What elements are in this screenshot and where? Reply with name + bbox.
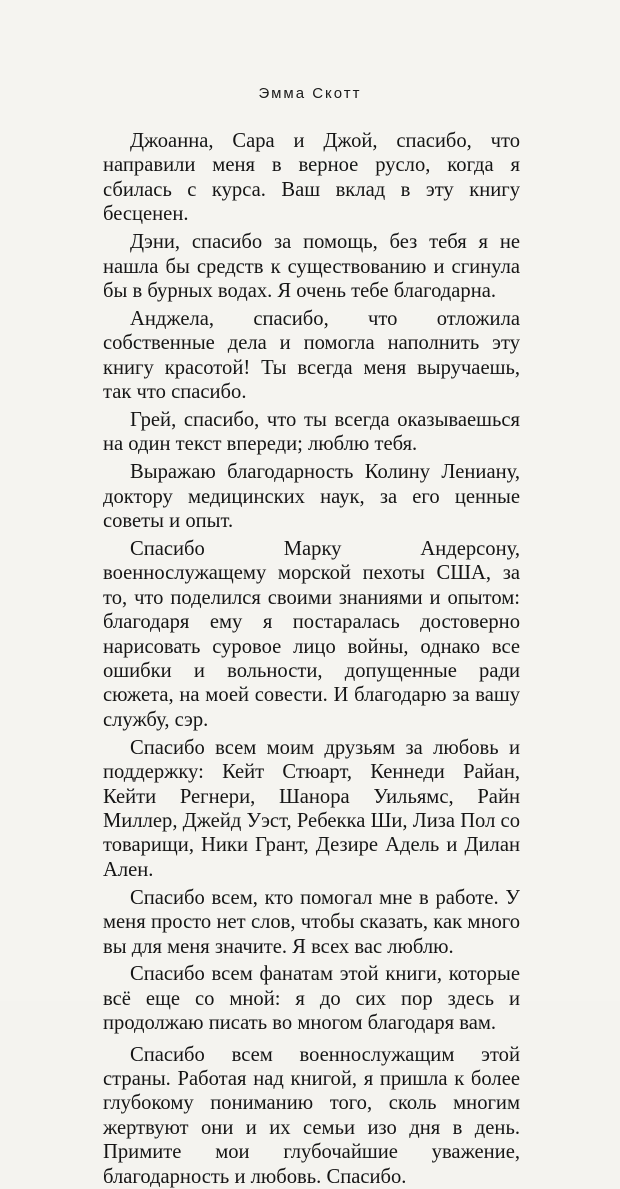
paragraph: Спасибо всем, кто помогал мне в работе. У меня просто нет слов, чтобы сказать, как много вы для меня значите. Я всех вас люблю. <box>103 886 520 958</box>
paragraph: Выражаю благодарность Колину Лениану, доктору медицинских наук, за его ценные советы и опыт. <box>103 461 520 533</box>
acknowledgements-text <box>103 129 520 1189</box>
paragraph: Джоанна, Сара и Джой, спасибо, что направили меня в верное русло, когда я сбилась с курса. Ваш вклад в эту книгу бесценен. <box>103 130 520 226</box>
paragraph: Спасибо всем моим друзьям за любовь и поддержку: Кейт Стюарт, Кеннеди Райан, Кейти Регнери, Шанора Уильямс, Райн Миллер, Джейд Уэст, Ребекка Ши, Лиза Пол со товарищи, Ники Грант, Дезире Адель и Дилан Ален. <box>103 736 520 881</box>
paragraph: Спасибо всем фанатам этой книги, которые всё еще со мной: я до сих пор здесь и продолжаю писать во многом благодаря вам. <box>103 963 520 1035</box>
paragraph: Спасибо всем военнослужащим этой страны. Работая над книгой, я пришла к более глубокому пониманию того, сколь многим жертвуют они и их семьи изо дня в день. Примите мои глубочайшие уважение, благодарность и любовь. Спасибо. <box>103 1043 520 1188</box>
paragraph: Дэни, спасибо за помощь, без тебя я не нашла бы средств к существованию и сгинула бы в бурных водах. Я очень тебе благодарна. <box>103 231 520 302</box>
paragraph: Анджела, спасибо, что отложила собственные дела и помогла наполнить эту книгу красотой! Ты всегда меня выручаешь, так что спасибо. <box>103 307 520 404</box>
paragraph: Спасибо Марку Андерсону, военнослужащему морской пехоты США, за то, что поделился своими знаниями и опытом: благодаря ему я постаралась достоверно нарисовать суровое лицо войны, однако все ошибки и вольности, допущенные ради сюжета, на моей совести. И благодарю за вашу службу, сэр. <box>103 538 520 731</box>
running-head-author: Эмма Скотт <box>258 85 362 102</box>
paragraph: Грей, спасибо, что ты всегда оказываешься на один текст впереди; люблю тебя. <box>103 408 520 456</box>
